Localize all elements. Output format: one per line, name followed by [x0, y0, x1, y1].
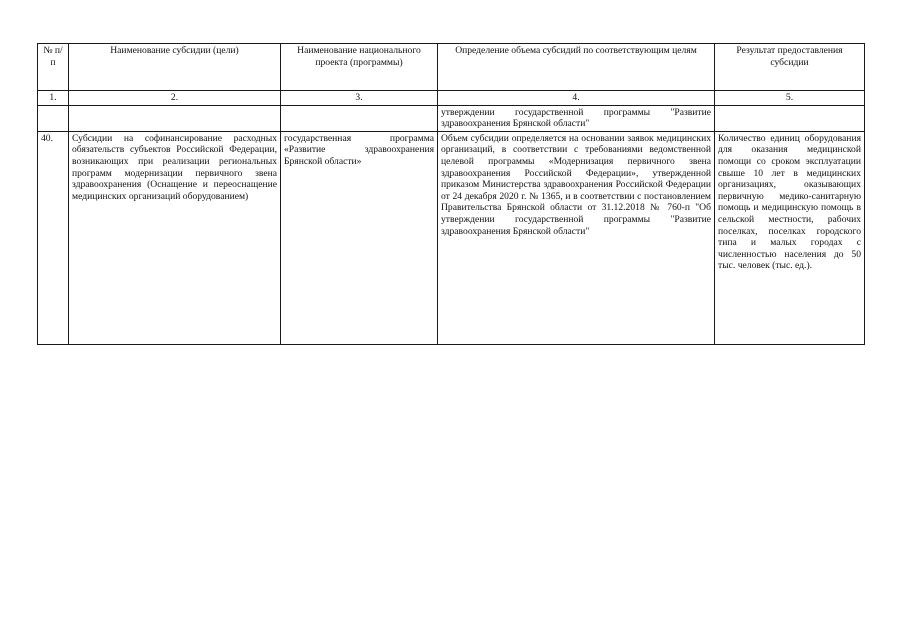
- column-number: 5.: [715, 91, 865, 106]
- continuation-row: [38, 105, 865, 131]
- empty-cell: [281, 105, 438, 131]
- column-number-row: [38, 91, 865, 106]
- subsidy-result: Количество единиц оборудования для оказания медицинской помощи со сроком эксплуатации свыше 10 лет в медицинских организациях, оказывающих первичную медико-санитарную помощь и медицинскую помощь в сельской местности, рабочих поселках, поселках городского типа и малых городах с численностью населения до 50 тыс. человек (тыс. ед.).: [715, 131, 865, 344]
- column-number: 1.: [38, 91, 69, 106]
- header-number: № п/п: [38, 44, 69, 91]
- empty-cell: [38, 105, 69, 131]
- column-number: 4.: [438, 91, 715, 106]
- row-number: 40.: [38, 131, 69, 344]
- empty-cell: [69, 105, 281, 131]
- empty-cell: [715, 105, 865, 131]
- table-header-row: [38, 44, 865, 91]
- header-volume-determination: Определение объема субсидий по соответствующим целям: [438, 44, 715, 91]
- table-row: [38, 131, 865, 344]
- volume-determination: Объем субсидии определяется на основании заявок медицинских организаций, в соответствии с требованиями ведомственной целевой программы «Модернизация первичного звена здравоохранения Российской Федерации», утвержденной приказом Министерства здравоохранения Российской Федерации от 24 декабря 2020 г. № 1365, и в соответствии с постановлением Правительства Брянской области от 31.12.2018 № 760-п "Об утверждении государственной программы "Развитие здравоохранения Брянской области": [438, 131, 715, 344]
- continuation-text: утверждении государственной программы "Развитие здравоохранения Брянской области": [438, 105, 715, 131]
- column-number: 3.: [281, 91, 438, 106]
- header-national-project: Наименование национального проекта (программы): [281, 44, 438, 91]
- subsidy-table: [37, 43, 865, 345]
- header-subsidy-name: Наименование субсидии (цели): [69, 44, 281, 91]
- column-number: 2.: [69, 91, 281, 106]
- national-project: государственная программа «Развитие здравоохранения Брянской области»: [281, 131, 438, 344]
- subsidy-name: Субсидии на софинансирование расходных обязательств субъектов Российской Федерации, возникающих при реализации региональных программ модернизации первичного звена здравоохранения (Оснащение и переоснащение медицинских организаций оборудованием): [69, 131, 281, 344]
- header-result: Результат предоставления субсидии: [715, 44, 865, 91]
